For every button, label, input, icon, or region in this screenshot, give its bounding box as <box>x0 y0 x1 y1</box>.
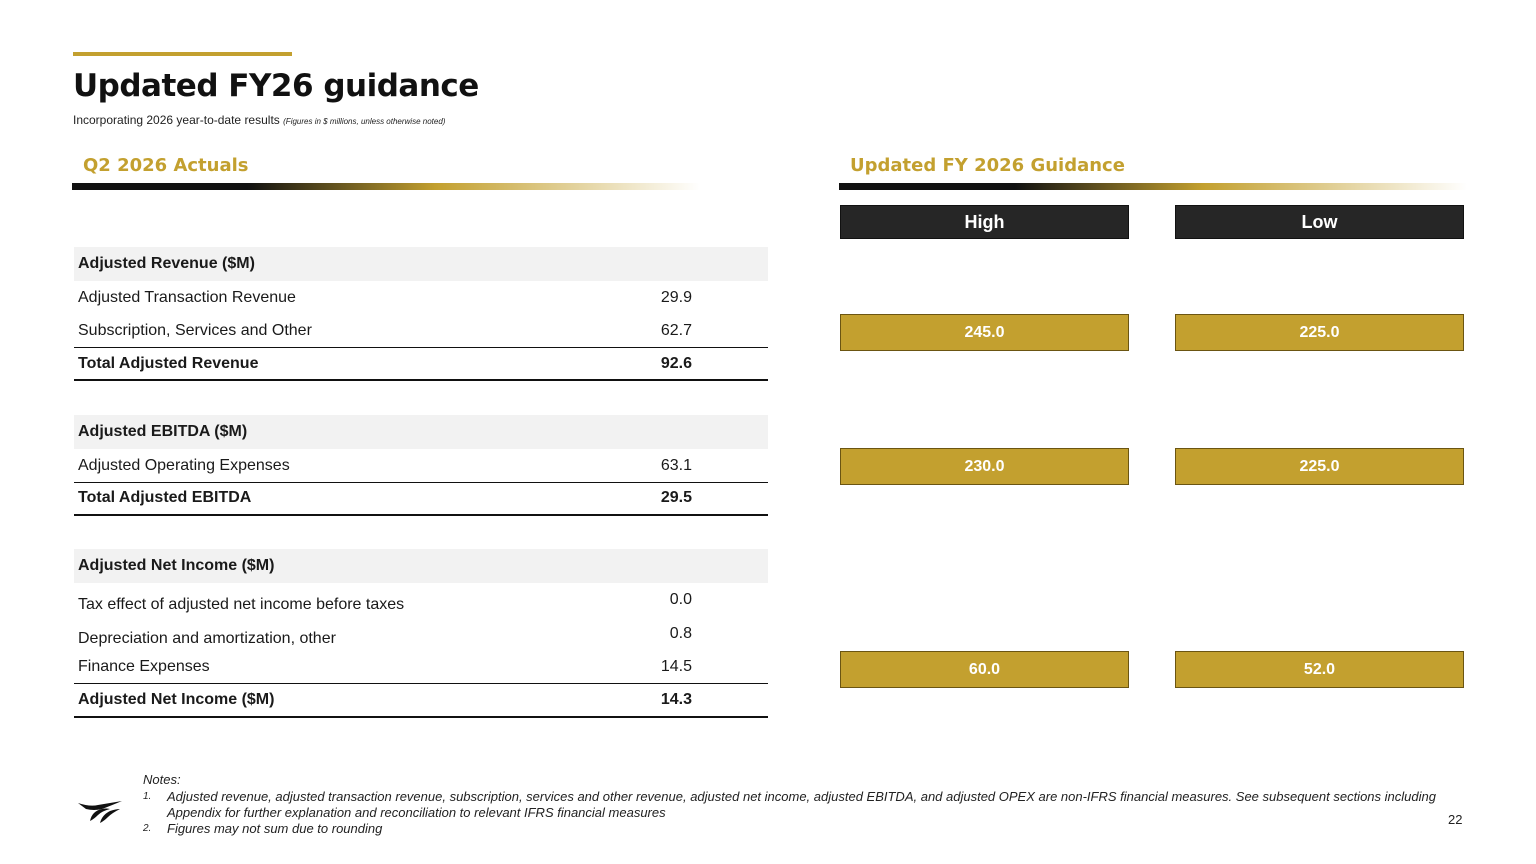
table-row-header-ebitda <box>74 415 768 449</box>
subtitle-text: Incorporating 2026 year-to-date results <box>73 113 280 127</box>
footnote-item <box>143 821 1463 837</box>
row-value: 62.7 <box>660 322 692 339</box>
row-label: Total Adjusted EBITDA <box>78 489 252 506</box>
row-label: Adjusted Revenue ($M) <box>78 255 255 272</box>
section-title-actuals: Q2 2026 Actuals <box>83 155 249 176</box>
subtitle-note: (Figures in $ millions, unless otherwise noted) <box>283 117 446 126</box>
row-label: Adjusted Net Income ($M) <box>78 557 275 574</box>
footnotes <box>143 772 1463 837</box>
footnote-text: Adjusted revenue, adjusted transaction revenue, subscription, services and other revenue, adjusted net income, adjusted EBITDA, and adjusted OPEX are non-IFRS financial measures. See subsequent sections including Appendix for further explanation and reconciliation to relevant IFRS financial measures <box>167 789 1436 820</box>
column-header-high: High <box>840 205 1129 239</box>
title-accent-bar <box>73 52 292 56</box>
section-title-guidance: Updated FY 2026 Guidance <box>850 155 1125 176</box>
notes-label: Notes: <box>143 772 181 787</box>
table-row-header-net-income <box>74 549 768 583</box>
row-label: Adjusted Net Income ($M) <box>78 691 275 708</box>
guidance-ebitda-low: 225.0 <box>1175 448 1464 485</box>
column-header-low: Low <box>1175 205 1464 239</box>
row-value: 0.0 <box>669 591 692 608</box>
table-row <box>74 314 768 348</box>
table-row <box>74 650 768 684</box>
guidance-revenue-low: 225.0 <box>1175 314 1464 351</box>
table-row-total-ebitda <box>74 482 768 516</box>
table-row-header-revenue <box>74 247 768 281</box>
row-value: 63.1 <box>660 456 692 474</box>
row-label: Finance Expenses <box>78 657 210 675</box>
footnote-text: Figures may not sum due to rounding <box>167 821 383 836</box>
table-row-total-revenue <box>74 347 768 381</box>
guidance-revenue-high: 245.0 <box>840 314 1129 351</box>
guidance-net-income-low: 52.0 <box>1175 651 1464 688</box>
footnote-number: 2. <box>143 823 152 834</box>
page-number: 22 <box>1448 812 1463 827</box>
row-value: 92.6 <box>660 354 692 372</box>
table-row <box>74 588 768 622</box>
page-subtitle <box>73 113 445 127</box>
row-value: 29.5 <box>660 489 692 506</box>
row-label: Adjusted EBITDA ($M) <box>78 423 248 440</box>
row-label: Adjusted Operating Expenses <box>78 456 290 474</box>
row-value: 0.8 <box>669 625 692 642</box>
page-title: Updated FY26 guidance <box>73 68 479 104</box>
guidance-ebitda-high: 230.0 <box>840 448 1129 485</box>
guidance-net-income-high: 60.0 <box>840 651 1129 688</box>
table-row-total-net-income <box>74 684 768 718</box>
row-label: Total Adjusted Revenue <box>78 354 259 372</box>
section-divider-guidance <box>839 183 1467 190</box>
row-label: Subscription, Services and Other <box>78 322 312 339</box>
row-label: Adjusted Transaction Revenue <box>78 289 296 306</box>
row-value: 14.5 <box>660 657 692 675</box>
row-label: Tax effect of adjusted net income before taxes <box>78 596 405 613</box>
section-divider-actuals <box>72 183 700 190</box>
row-value: 14.3 <box>660 691 692 708</box>
footnote-item <box>143 789 1463 821</box>
table-row <box>74 281 768 315</box>
row-label: Depreciation and amortization, other <box>78 630 336 647</box>
company-logo-icon <box>76 797 124 825</box>
row-value: 29.9 <box>660 289 692 306</box>
table-row <box>74 449 768 483</box>
footnote-number: 1. <box>143 791 152 802</box>
